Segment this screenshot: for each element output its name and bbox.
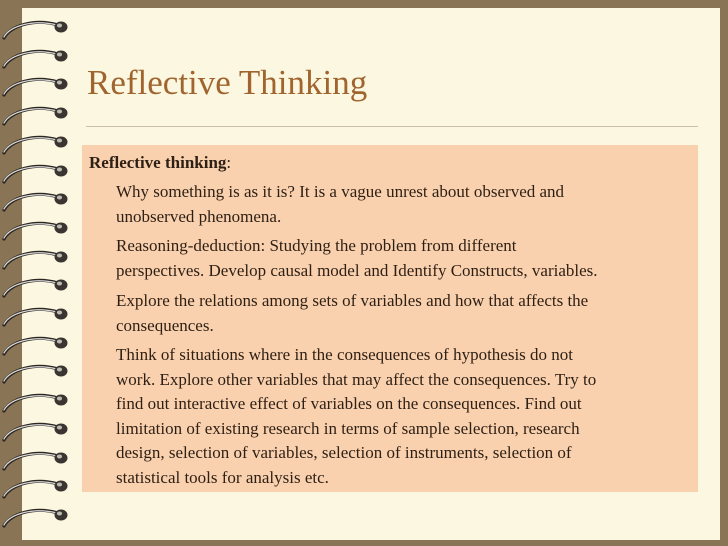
spiral-binding-ring-icon	[0, 73, 80, 103]
spiral-binding-ring-icon	[0, 16, 80, 46]
spiral-binding-ring-icon	[0, 332, 80, 362]
spiral-binding-ring-icon	[0, 504, 80, 534]
paragraph-line: Explore the relations among sets of variables and how that affects the	[116, 291, 589, 310]
spiral-binding-ring-icon	[0, 447, 80, 477]
paragraph-explore	[116, 289, 696, 338]
heading-term: Reflective thinking	[89, 153, 227, 172]
paragraph-line: perspectives. Develop causal model and Identify Constructs, variables.	[116, 260, 598, 280]
paragraph-line: limitation of existing research in terms of sample selection, research	[116, 418, 580, 438]
spiral-binding-ring-icon	[0, 160, 80, 190]
paragraph-situations	[116, 343, 696, 490]
paragraph-line: Reasoning-deduction: Studying the problem from different	[116, 236, 517, 255]
title-divider	[86, 126, 698, 127]
spiral-binding-ring-icon	[0, 274, 80, 304]
paragraph-line: statistical tools for analysis etc.	[116, 467, 329, 487]
spiral-binding-ring-icon	[0, 303, 80, 333]
paragraph-line: unobserved phenomena.	[116, 206, 282, 226]
paragraph-line: design, selection of variables, selection of instruments, selection of	[116, 443, 572, 462]
spiral-binding	[0, 0, 80, 546]
paragraph-line: work. Explore other variables that may affect the consequences. Try to	[116, 369, 597, 389]
slide-title: Reflective Thinking	[87, 63, 368, 102]
heading-colon: :	[226, 153, 232, 172]
spiral-binding-ring-icon	[0, 45, 80, 75]
spiral-binding-ring-icon	[0, 360, 80, 390]
paragraph-why	[116, 180, 696, 229]
content-heading	[89, 153, 231, 173]
paragraph-line: find out interactive effect of variables on the consequences. Find out	[116, 394, 582, 413]
spiral-binding-ring-icon	[0, 389, 80, 419]
paragraph-line: consequences.	[116, 315, 214, 335]
spiral-binding-ring-icon	[0, 475, 80, 505]
spiral-binding-ring-icon	[0, 418, 80, 448]
spiral-binding-ring-icon	[0, 131, 80, 161]
spiral-binding-ring-icon	[0, 188, 80, 218]
paragraph-reasoning	[116, 234, 696, 283]
paragraph-line: Why something is as it is? It is a vague unrest about observed and	[116, 182, 565, 201]
spiral-binding-ring-icon	[0, 217, 80, 247]
spiral-binding-ring-icon	[0, 102, 80, 132]
paragraph-line: Think of situations where in the consequences of hypothesis do not	[116, 345, 574, 364]
spiral-binding-ring-icon	[0, 246, 80, 276]
